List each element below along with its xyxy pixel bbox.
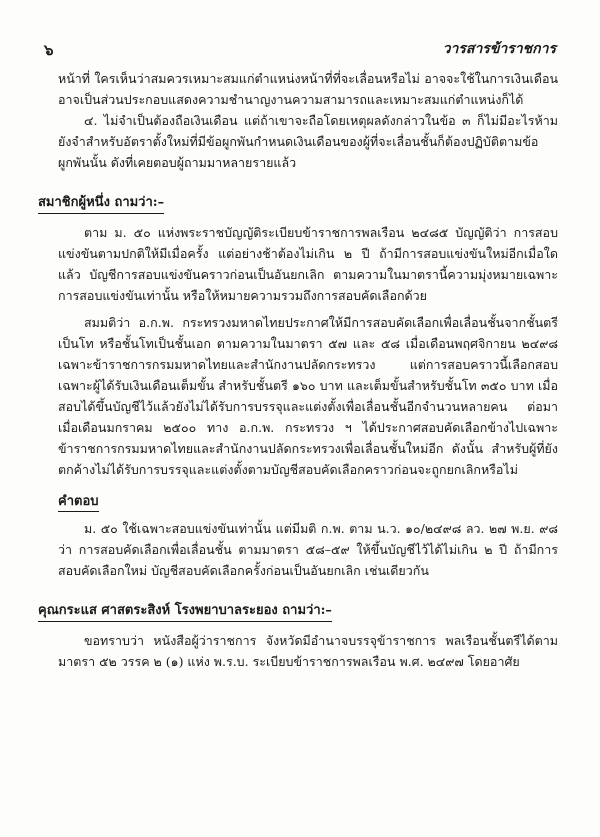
paragraph: ตาม ม. ๕๐ แห่งพระราชบัญญัติระเบียบข้าราชการพลเรือน ๒๔๘๕ บัญญัติว่า การสอบแข่งขันตามปกติให้มีเมื่อครั้ง แต่อย่างช้าต้องไม่เกิน ๒ ปี ถ้ามีการสอบแข่งขันใหม่อีกเมื่อใดแล้ว บัญชีการสอบแข่งขันคราวก่อนเป็นอันยกเลิก ตามความในมาตรานี้ความมุ่งหมายเฉพาะการสอบแข่งขันเท่านั้น หรือให้หมายความรวมถึงการสอบคัดเลือกด้วย (58, 225, 558, 303)
paragraph: ขอทราบว่า หนังสือผู้ว่าราชการ จังหวัดมีอำนาจบรรจุข้าราชการ พลเรือนชั้นตรีได้ตามมาตรา ๕๒ วรรค ๒ (๑) แห่ง พ.ร.บ. ระเบียบข้าราชการพลเรือน พ.ศ. ๒๔๙๗ โดยอาศัย (58, 633, 558, 669)
page-content (38, 68, 558, 678)
continuation-section (58, 68, 558, 173)
page-header (44, 38, 556, 60)
paragraph: ๔. ไม่จำเป็นต้องถือเงินเดือน แต่ถ้าเขาจะถือโดยเหตุผลดังกล่าวในข้อ ๓ ก็ไม่มีอะไรห้าม ยังจำสำหรับอัตราตั้งใหม่ที่มีข้อผูกพันกำหนดเงินเดือนของผู้ที่จะเลื่อนชั้นก็ต้องปฏิบัติตามข้อผูกพันนั้น ดังที่เคยตอบผู้ถามมาหลายรายแล้ว (58, 113, 558, 170)
paragraph: สมมติว่า อ.ก.พ. กระทรวงมหาดไทยประกาศให้มีการสอบคัดเลือกเพื่อเลื่อนชั้นจากชั้นตรีเป็นโท หรือชั้นโทเป็นชั้นเอก ตามความในมาตรา ๕๗ และ ๕๘ เมื่อเดือนพฤศจิกายน ๒๔๙๘ เฉพาะข้าราชการกรมมหาดไทยและสำนักงานปลัดกระทรวง แต่การสอบคราวนี้เลือกสอบเฉพาะผู้ได้รับเงินเดือนเต็มขั้น สำหรับชั้นตรี ๑๖๐ บาท และเต็มขั้นสำหรับชั้นโท ๓๕๐ บาท เมื่อสอบได้ขึ้นบัญชีไว้แล้วยังไม่ได้รับการบรรจุและแต่งตั้งเพื่อเลื่อนชั้นอีกจำนวนหลายคน ต่อมาเมื่อเดือนมกราคม ๒๕๐๐ ทาง อ.ก.พ. กระทรวง ฯ ได้ประกาศสอบคัดเลือกข้างไปเฉพาะข้าราชการกรมมหาดไทยและสำนักงานปลัดกระทรวงเพื่อเลื่อนชั้นใหม่อีก ดังนั้น สำหรับผู้ที่ยังตกค้างไม่ได้รับการบรรจุและแต่งตั้งตามบัญชีสอบคัดเลือกคราวก่อนจะถูกยกเลิกหรือไม่ (58, 315, 558, 477)
question-heading: คุณกระแส ศาสตระสิงห์ โรงพยาบาลระยอง ถามว่า:– (38, 599, 332, 622)
question-section (38, 595, 558, 672)
page-number: ๖ (44, 41, 54, 59)
journal-title: วารสารข้าราชการ (442, 41, 556, 57)
answer-section (58, 486, 558, 581)
question-heading: สมาชิกผู้หนึ่ง ถามว่า:– (38, 191, 164, 214)
answer-heading: คำตอบ (58, 490, 99, 512)
question-section (38, 187, 558, 480)
paragraph: หน้าที่ ใครเห็นว่าสมควรเหมาะสมแก่ตำแหน่งหน้าที่ที่จะเลื่อนหรือไม่ อาจจะใช้ในการเงินเดือนอาจเป็นส่วนประกอบแสดงความชำนาญงานความสามารถและเหมาะสมแก่ตำแหน่งก็ได้ (58, 71, 558, 107)
paragraph: ม. ๕๐ ใช้เฉพาะสอบแข่งขันเท่านั้น แต่มีมติ ก.พ. ตาม น.ว. ๑๐/๒๔๙๘ ลว. ๒๗ พ.ย. ๙๘ ว่า การสอบคัดเลือกเพื่อเลื่อนชั้น ตามมาตรา ๕๘–๕๙ ให้ขึ้นบัญชีไว้ได้ไม่เกิน ๒ ปี ถ้ามีการสอบคัดเลือกใหม่ บัญชีสอบคัดเลือกครั้งก่อนเป็นอันยกเลิก เช่นเดียวกัน (58, 521, 558, 578)
